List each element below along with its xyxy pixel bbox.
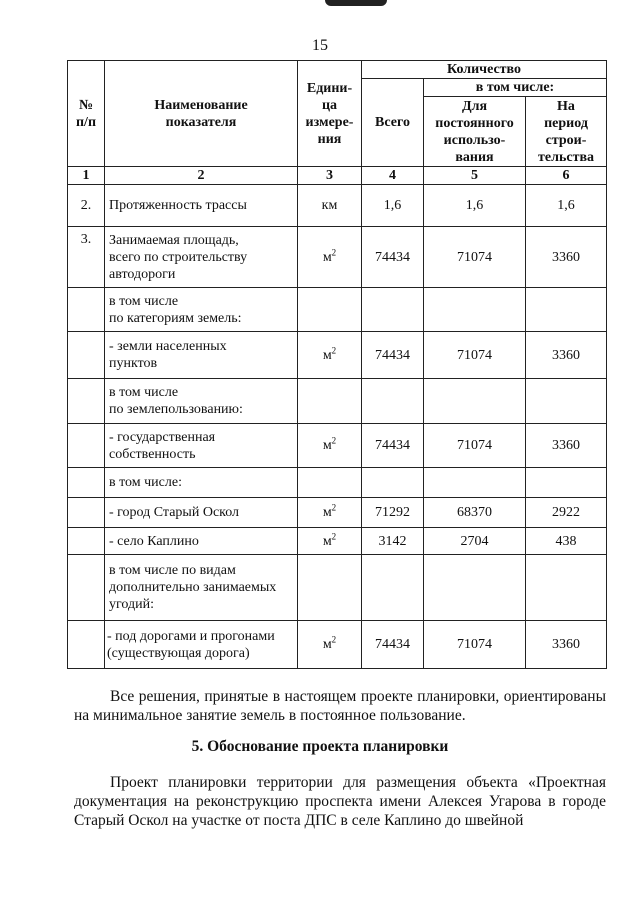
row-permanent (424, 288, 526, 332)
unit-text: м (322, 505, 332, 520)
row-permanent: 1,6 (424, 185, 526, 227)
column-number: 2 (105, 167, 298, 185)
indicators-table (67, 60, 607, 669)
row-name: Занимаемая площадь, всего по строительству автодороги (105, 227, 298, 288)
scan-artifact (325, 0, 387, 6)
row-unit (298, 498, 362, 528)
table-row (68, 185, 607, 227)
unit-exponent: 2 (331, 246, 337, 257)
table-row (68, 288, 607, 332)
section-title: 5. Обоснование проекта планировки (191, 738, 449, 755)
row-construction: 3360 (526, 424, 607, 468)
row-permanent: 68370 (424, 498, 526, 528)
row-construction: 3360 (526, 621, 607, 669)
column-number: 1 (68, 167, 105, 185)
row-construction: 2922 (526, 498, 607, 528)
row-construction (526, 555, 607, 621)
row-permanent (424, 468, 526, 498)
table-row (68, 621, 607, 669)
row-name: в том числе по категориям земель: (105, 288, 298, 332)
column-number: 5 (424, 167, 526, 185)
row-construction (526, 288, 607, 332)
row-name: в том числе по землепользованию: (105, 379, 298, 424)
header-unit: Едини- ца измере- ния (298, 61, 362, 167)
row-number (68, 498, 105, 528)
row-number: 3. (68, 227, 105, 288)
table-row (68, 498, 607, 528)
row-construction: 438 (526, 528, 607, 555)
row-unit (298, 379, 362, 424)
unit-exponent: 2 (331, 435, 337, 446)
row-name: в том числе по видам дополнительно занимаемых угодий: (105, 555, 298, 621)
row-construction (526, 379, 607, 424)
row-number (68, 424, 105, 468)
page-number: 15 (312, 37, 328, 54)
row-total: 74434 (362, 227, 424, 288)
unit-exponent: 2 (331, 634, 337, 645)
row-total (362, 288, 424, 332)
row-construction (526, 468, 607, 498)
unit-exponent: 2 (331, 530, 337, 541)
unit-text: м (322, 347, 332, 363)
row-name: - под дорогами и прогонами (существующая дорога) (105, 621, 298, 669)
unit-text: м (322, 637, 332, 652)
row-construction: 1,6 (526, 185, 607, 227)
table-row (68, 528, 607, 555)
header-total: Всего (362, 79, 424, 167)
table-row (68, 379, 607, 424)
row-unit (298, 621, 362, 669)
paragraph-land-use: Все решения, принятые в настоящем проекте планировки, ориентированы на минимальное занятие земель в постоянное пользование. (74, 688, 606, 724)
header-permanent: Для постоянного использо- вания (424, 97, 526, 167)
row-permanent: 71074 (424, 621, 526, 669)
row-number (68, 379, 105, 424)
row-name: в том числе: (105, 468, 298, 498)
header-quantity: Количество (362, 61, 607, 79)
row-number (68, 528, 105, 555)
row-unit (298, 332, 362, 379)
table-row (68, 332, 607, 379)
row-permanent: 71074 (424, 332, 526, 379)
unit-text: м (322, 533, 332, 549)
row-name: - государственная собственность (105, 424, 298, 468)
row-number (68, 555, 105, 621)
row-unit (298, 528, 362, 555)
row-number (68, 468, 105, 498)
table-row (68, 227, 607, 288)
row-construction: 3360 (526, 227, 607, 288)
unit-text: м (322, 438, 332, 453)
row-unit (298, 227, 362, 288)
column-number: 3 (298, 167, 362, 185)
row-total (362, 379, 424, 424)
row-total (362, 555, 424, 621)
row-unit (298, 288, 362, 332)
header-construction: На период строи- тельства (526, 97, 607, 167)
row-permanent: 71074 (424, 227, 526, 288)
row-permanent (424, 379, 526, 424)
table-row (68, 555, 607, 621)
row-name: - село Каплино (105, 528, 298, 555)
header-name: Наименование показателя (105, 61, 298, 167)
header-num: № п/п (68, 61, 105, 167)
row-total: 74434 (362, 332, 424, 379)
row-permanent: 71074 (424, 424, 526, 468)
column-number-row (68, 167, 607, 185)
row-number (68, 288, 105, 332)
row-permanent: 2704 (424, 528, 526, 555)
row-unit (298, 424, 362, 468)
column-number: 6 (526, 167, 607, 185)
row-total: 74434 (362, 424, 424, 468)
unit-text: м (322, 249, 332, 265)
row-unit (298, 468, 362, 498)
row-total: 74434 (362, 621, 424, 669)
row-construction: 3360 (526, 332, 607, 379)
row-name: - земли населенных пунктов (105, 332, 298, 379)
row-total: 1,6 (362, 185, 424, 227)
row-number (68, 332, 105, 379)
unit-exponent: 2 (331, 344, 337, 355)
header-including: в том числе: (424, 79, 607, 97)
row-permanent (424, 555, 526, 621)
table-row (68, 468, 607, 498)
paragraph-justification: Проект планировки территории для размещения объекта «Проектная документация на реконструкцию проспекта имени Алексея Угарова в городе Старый Оскол на участке от поста ДПС в селе Каплино до швейной (74, 774, 606, 829)
row-total: 71292 (362, 498, 424, 528)
unit-exponent: 2 (331, 502, 337, 513)
row-total (362, 468, 424, 498)
row-unit (298, 185, 362, 227)
column-number: 4 (362, 167, 424, 185)
row-unit (298, 555, 362, 621)
table-row (68, 424, 607, 468)
row-name: Протяженность трассы (105, 185, 298, 227)
unit-text: км (321, 198, 338, 213)
row-number: 2. (68, 185, 105, 227)
row-total: 3142 (362, 528, 424, 555)
row-name: - город Старый Оскол (105, 498, 298, 528)
row-number (68, 621, 105, 669)
